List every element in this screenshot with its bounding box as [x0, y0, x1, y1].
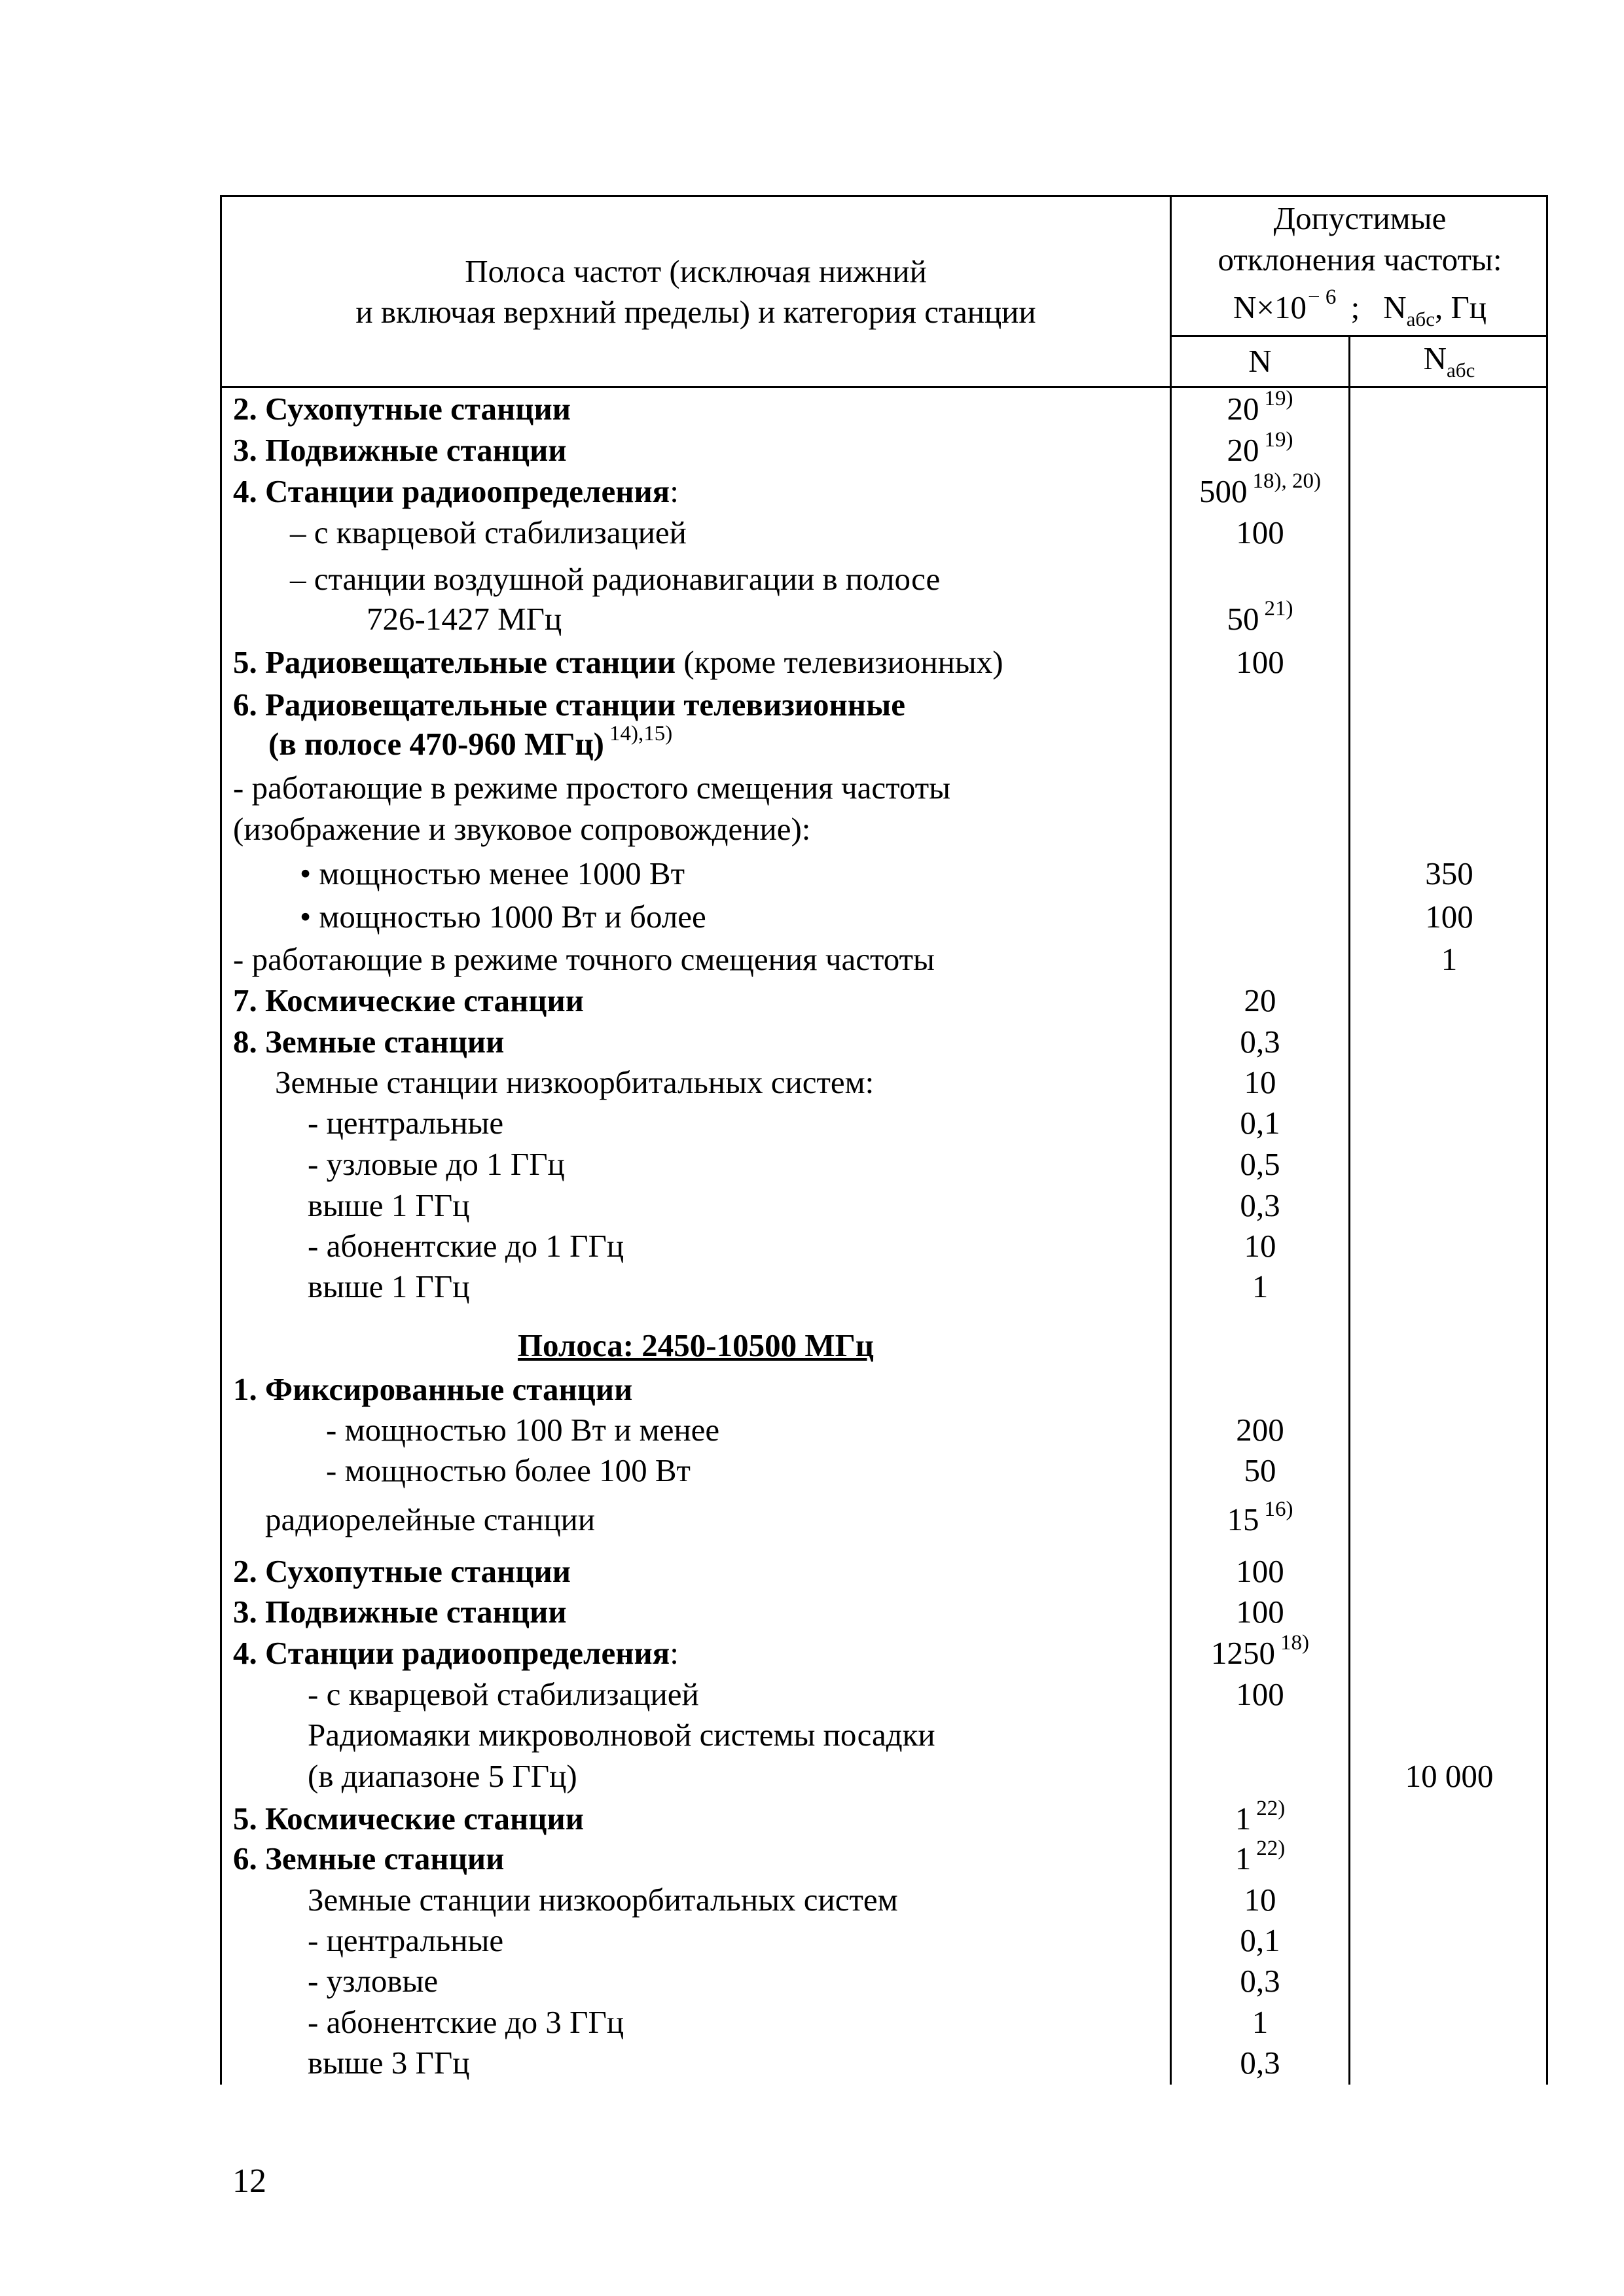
row-label: - работающие в режиме простого смещения частоты: [233, 770, 951, 806]
row-label: 726-1427 МГц: [367, 601, 562, 637]
row-label: - центральные: [308, 1922, 504, 1958]
header-left-line2: и включая верхний пределы) и категория станции: [355, 294, 1036, 330]
header-right-line1: Допустимые: [1273, 200, 1447, 236]
row-label: 6. Земные станции: [233, 1840, 505, 1876]
value-n: 100: [1236, 1553, 1284, 1589]
value-n: 200: [1236, 1412, 1284, 1448]
row-label: радиорелейные станции: [265, 1501, 596, 1537]
row-label: 2. Сухопутные станции: [233, 1553, 571, 1589]
value-n: 100: [1236, 514, 1284, 550]
value-n: 0,1: [1240, 1105, 1280, 1141]
value-n: 1: [1252, 2004, 1269, 2040]
value-n: 1 $^{22)}$: [1235, 1837, 1286, 1876]
row-label: - мощностью 100 Вт и менее: [326, 1412, 720, 1448]
header-left-line1: Полоса частот (исключая нижний: [465, 253, 927, 289]
value-n: 1 $^{22)}$: [1235, 1797, 1286, 1837]
header-right-line2: отклонения частоты:: [1218, 242, 1502, 278]
row-label: - узловые до 1 ГГц: [308, 1146, 565, 1182]
value-n: 0,3: [1240, 2045, 1280, 2081]
column-header-nabs: $N_{абс}$: [1423, 340, 1475, 382]
value-n: 10: [1244, 1228, 1276, 1264]
row-label: - работающие в режиме точного смещения частоты: [233, 941, 935, 977]
row-label: выше 1 ГГц: [308, 1268, 470, 1304]
value-nabs: 350: [1425, 855, 1473, 891]
row-label: 5. Радиовещательные станции (кроме телевизионных): [233, 644, 1003, 680]
row-label: - абонентские до 3 ГГц: [308, 2004, 624, 2040]
row-label: 6. Радиовещательные станции телевизионные: [233, 687, 905, 723]
row-label: - узловые: [308, 1963, 439, 1999]
value-n: 10: [1244, 1064, 1276, 1100]
header-subrule: [1170, 335, 1548, 337]
row-label: 2. Сухопутные станции: [233, 391, 571, 427]
row-label: 3. Подвижные станции: [233, 432, 567, 468]
value-n: 1: [1252, 1268, 1269, 1304]
row-label: 1. Фиксированные станции: [233, 1371, 633, 1407]
row-label: (изображение и звуковое сопровождение):: [233, 811, 811, 847]
row-label: – станции воздушной радионавигации в полосе: [290, 561, 941, 597]
value-n: 20 $^{19)}$: [1227, 387, 1293, 427]
header-bottom-rule: [220, 386, 1548, 388]
value-n: 100: [1236, 1676, 1284, 1712]
value-n: 15 $^{16)}$: [1227, 1498, 1293, 1537]
value-n: 20 $^{19)}$: [1227, 428, 1293, 468]
column-header-n: N: [1248, 343, 1272, 379]
row-label: – с кварцевой стабилизацией: [290, 514, 687, 550]
row-label: Радиомаяки микроволновой системы посадки: [308, 1717, 935, 1753]
value-n: 0,5: [1240, 1146, 1280, 1182]
row-label: 7. Космические станции: [233, 982, 584, 1018]
row-label: 5. Космические станции: [233, 1801, 584, 1837]
value-n: 50: [1244, 1452, 1276, 1488]
value-nabs: 100: [1425, 899, 1473, 935]
row-label: 3. Подвижные станции: [233, 1594, 567, 1630]
row-label: (в полосе 470-960 МГц) $^{14),15)}$: [268, 722, 673, 762]
value-n: 10: [1244, 1882, 1276, 1918]
header-right-line3: $N\times 10^{- 6}$ ; $N_{абс}$, Гц: [1233, 285, 1487, 331]
row-label: • мощностью 1000 Вт и более: [300, 899, 706, 935]
value-nabs: 1: [1441, 941, 1458, 977]
row-label: выше 3 ГГц: [308, 2045, 470, 2081]
value-n: 1250 $^{18)}$: [1211, 1631, 1309, 1671]
row-label: Земные станции низкоорбитальных систем:: [275, 1064, 875, 1100]
column-divider-sub: [1348, 335, 1350, 2085]
value-n: 100: [1236, 644, 1284, 680]
row-label: - с кварцевой стабилизацией: [308, 1676, 699, 1712]
row-label: • мощностью менее 1000 Вт: [300, 855, 685, 891]
value-n: 0,3: [1240, 1024, 1280, 1060]
row-label: 4. Станции радиоопределения:: [233, 1635, 679, 1671]
row-label: - абонентские до 1 ГГц: [308, 1228, 624, 1264]
row-label: - мощностью более 100 Вт: [326, 1452, 691, 1488]
row-label: выше 1 ГГц: [308, 1187, 470, 1223]
row-label: - центральные: [308, 1105, 504, 1141]
page-number: 12: [232, 2162, 266, 2200]
value-n: 0,1: [1240, 1922, 1280, 1958]
value-n: 50 $^{21)}$: [1227, 597, 1293, 637]
band-title: Полоса: 2450-10500 МГц: [517, 1327, 875, 1363]
value-n: 100: [1236, 1594, 1284, 1630]
row-label: 8. Земные станции: [233, 1024, 505, 1060]
value-n: 0,3: [1240, 1963, 1280, 1999]
row-label: Земные станции низкоорбитальных систем: [308, 1882, 898, 1918]
row-label: (в диапазоне 5 ГГц): [308, 1758, 577, 1794]
value-n: 500 $^{18), 20)}$: [1199, 469, 1321, 509]
row-label: 4. Станции радиоопределения:: [233, 473, 679, 509]
value-n: 0,3: [1240, 1187, 1280, 1223]
value-n: 20: [1244, 982, 1276, 1018]
value-nabs: 10 000: [1405, 1758, 1494, 1794]
